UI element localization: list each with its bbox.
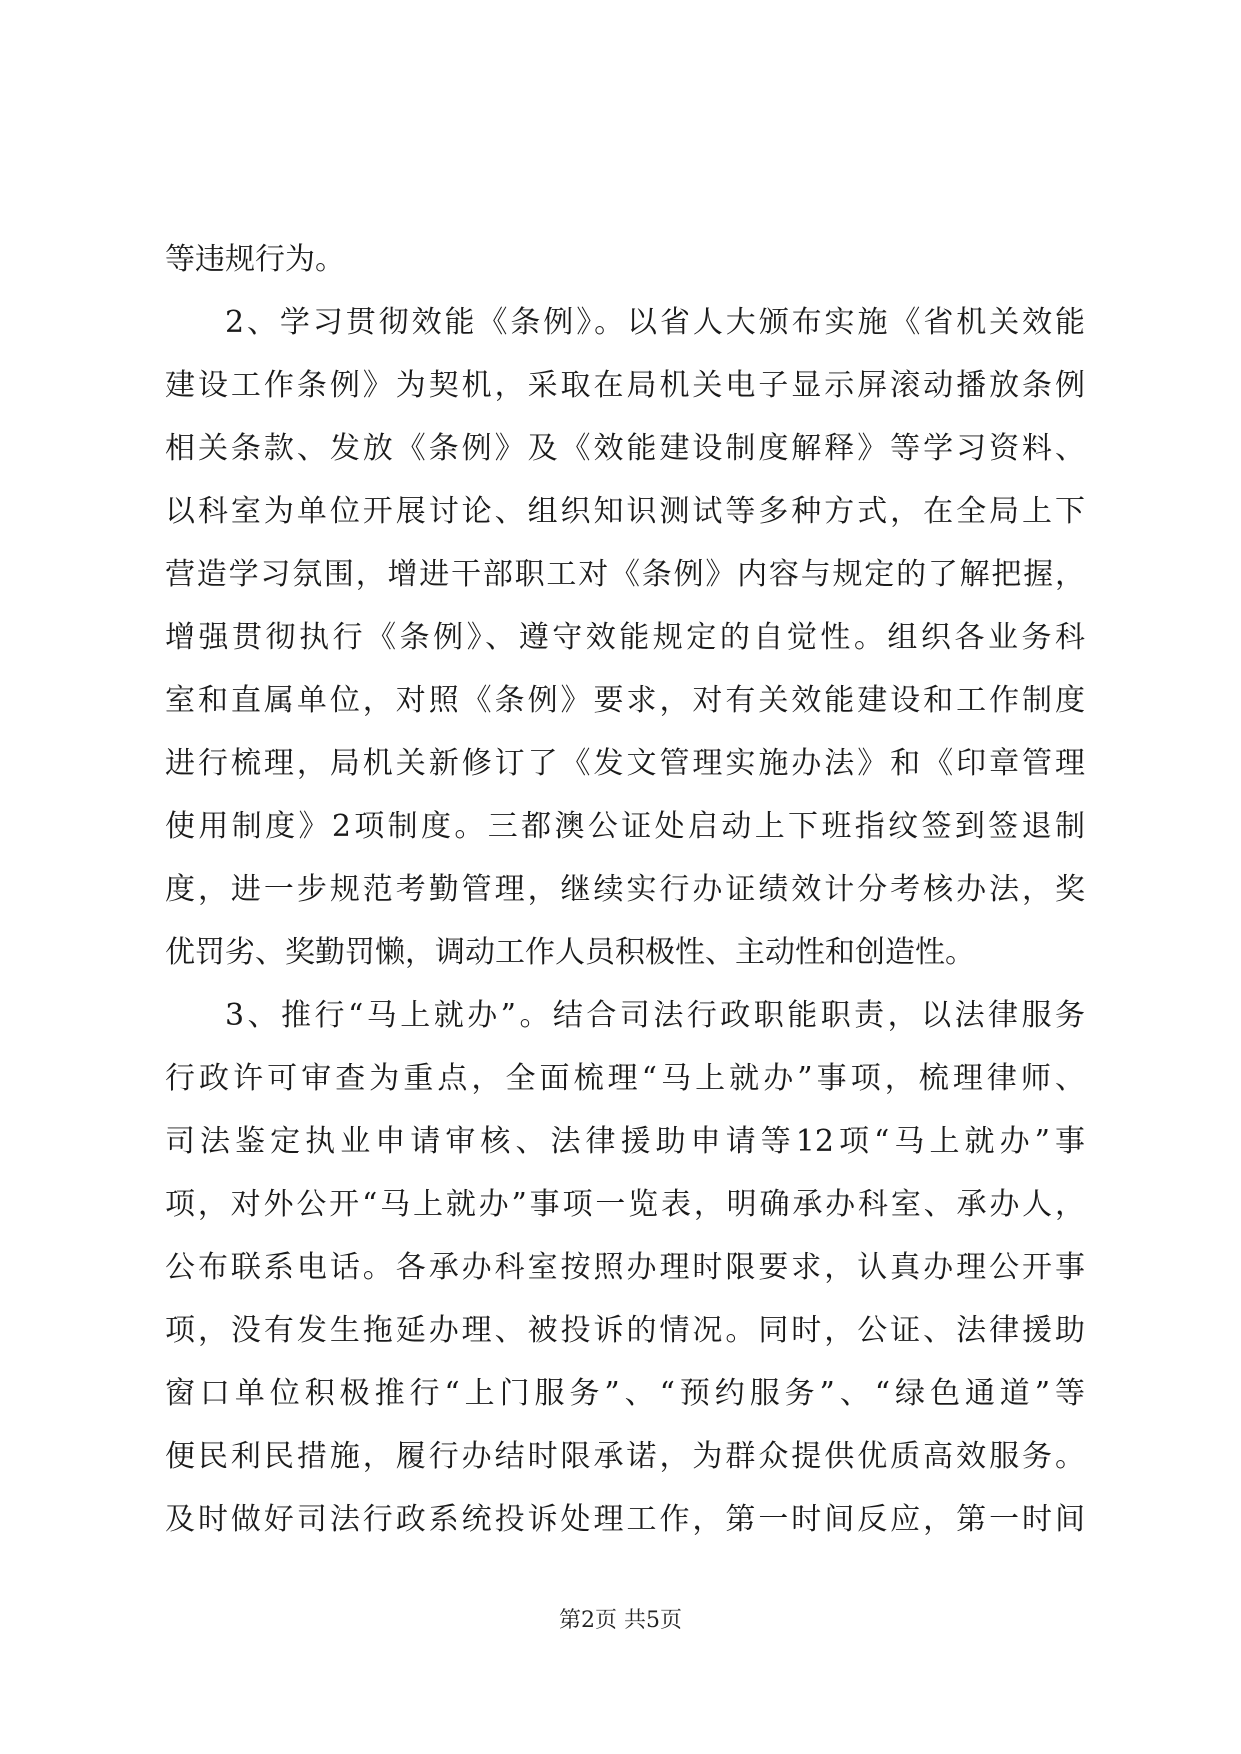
text-line: 2、学习贯彻效能《条例》。以省人大颁布实施《省机关效能 [225, 305, 1085, 340]
text-line: 室和直属单位，对照《条例》要求，对有关效能建设和工作制度 [165, 683, 1085, 718]
text-line: 以科室为单位开展讨论、组织知识测试等多种方式，在全局上下 [165, 494, 1085, 529]
text-line: 便民利民措施，履行办结时限承诺，为群众提供优质高效服务。 [165, 1439, 1085, 1474]
text-line: 增强贯彻执行《条例》、遵守效能规定的自觉性。组织各业务科 [165, 620, 1085, 655]
text-line: 建设工作条例》为契机，采取在局机关电子显示屏滚动播放条例 [165, 368, 1085, 403]
text-line: 窗口单位积极推行“上门服务”、“预约服务”、“绿色通道”等 [165, 1376, 1085, 1411]
text-line: 及时做好司法行政系统投诉处理工作，第一时间反应，第一时间 [165, 1502, 1085, 1537]
text-line: 使用制度》2项制度。三都澳公证处启动上下班指纹签到签退制 [165, 809, 1085, 844]
text-line: 项，对外公开“马上就办”事项一览表，明确承办科室、承办人， [165, 1187, 1085, 1222]
text-line: 3、推行“马上就办”。结合司法行政职能职责，以法律服务 [225, 998, 1085, 1033]
text-line: 司法鉴定执业申请审核、法律援助申请等12项“马上就办”事 [165, 1124, 1085, 1159]
text-line: 营造学习氛围，增进干部职工对《条例》内容与规定的了解把握， [165, 557, 1085, 592]
text-line: 相关条款、发放《条例》及《效能建设制度解释》等学习资料、 [165, 431, 1085, 466]
text-line: 公布联系电话。各承办科室按照办理时限要求，认真办理公开事 [165, 1250, 1085, 1285]
document-body [165, 228, 1085, 1551]
text-line: 度，进一步规范考勤管理，继续实行办证绩效计分考核办法，奖 [165, 872, 1085, 907]
text-line: 优罚劣、奖勤罚懒，调动工作人员积极性、主动性和创造性。 [165, 935, 975, 970]
text-line: 项，没有发生拖延办理、被投诉的情况。同时，公证、法律援助 [165, 1313, 1085, 1348]
page-number-footer: 第2页 共5页 [559, 1608, 682, 1633]
text-line: 进行梳理，局机关新修订了《发文管理实施办法》和《印章管理 [165, 746, 1085, 781]
text-line: 等违规行为。 [165, 242, 345, 277]
text-line: 行政许可审查为重点，全面梳理“马上就办”事项，梳理律师、 [165, 1061, 1085, 1096]
